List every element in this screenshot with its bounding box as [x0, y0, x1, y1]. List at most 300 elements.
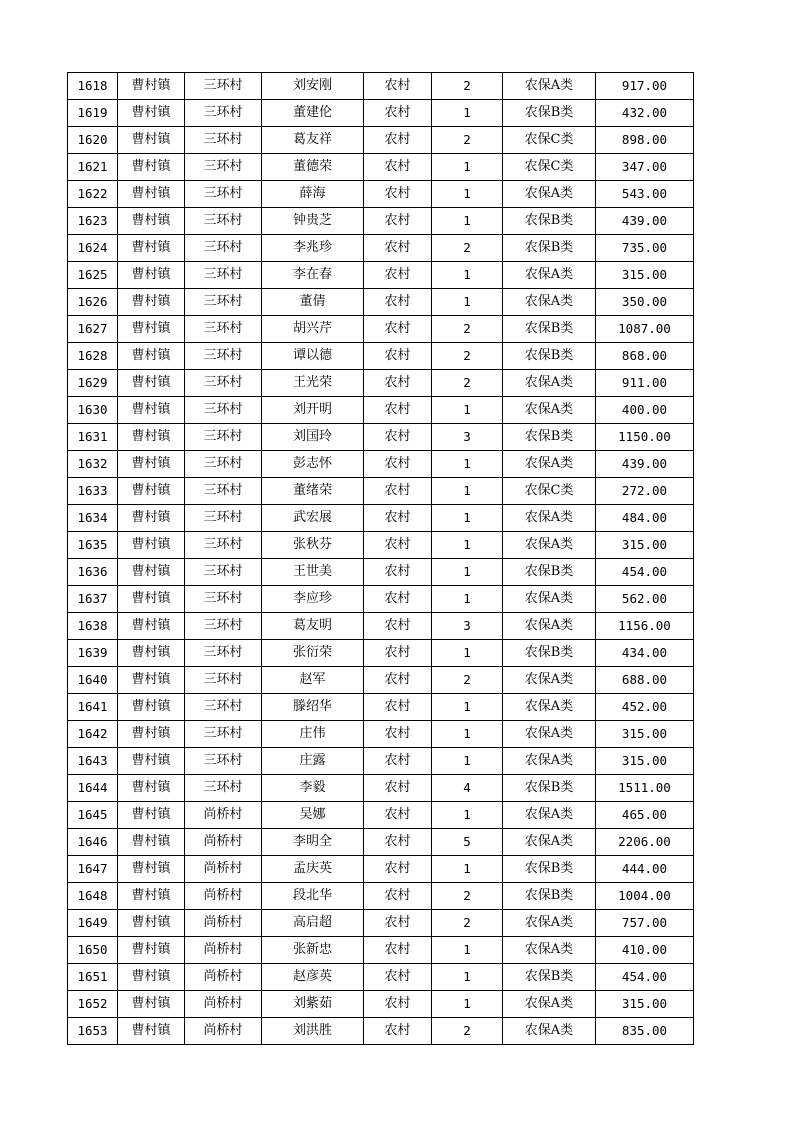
amount-cell: 1004.00	[596, 883, 694, 910]
town-cell: 曹村镇	[118, 532, 185, 559]
row-number-cell: 1618	[68, 73, 118, 100]
amount-cell: 917.00	[596, 73, 694, 100]
row-number-cell: 1626	[68, 289, 118, 316]
member-count-cell: 1	[432, 478, 503, 505]
insurance-category-cell: 农保A类	[503, 181, 596, 208]
household-type-cell: 农村	[364, 991, 432, 1018]
household-type-cell: 农村	[364, 856, 432, 883]
amount-cell: 835.00	[596, 1018, 694, 1045]
row-number-cell: 1632	[68, 451, 118, 478]
name-cell: 刘国玲	[262, 424, 364, 451]
village-cell: 三环村	[185, 343, 262, 370]
town-cell: 曹村镇	[118, 154, 185, 181]
household-type-cell: 农村	[364, 829, 432, 856]
amount-cell: 350.00	[596, 289, 694, 316]
member-count-cell: 1	[432, 289, 503, 316]
name-cell: 彭志怀	[262, 451, 364, 478]
table-row	[68, 478, 694, 505]
member-count-cell: 2	[432, 316, 503, 343]
insurance-category-cell: 农保A类	[503, 586, 596, 613]
insurance-category-cell: 农保B类	[503, 964, 596, 991]
amount-cell: 868.00	[596, 343, 694, 370]
insurance-category-cell: 农保A类	[503, 262, 596, 289]
beneficiary-table	[67, 72, 694, 1045]
household-type-cell: 农村	[364, 100, 432, 127]
row-number-cell: 1619	[68, 100, 118, 127]
name-cell: 吴娜	[262, 802, 364, 829]
table-body	[68, 73, 694, 1045]
table-row	[68, 505, 694, 532]
name-cell: 张秋芬	[262, 532, 364, 559]
table-row	[68, 127, 694, 154]
row-number-cell: 1623	[68, 208, 118, 235]
village-cell: 三环村	[185, 370, 262, 397]
row-number-cell: 1650	[68, 937, 118, 964]
insurance-category-cell: 农保A类	[503, 910, 596, 937]
amount-cell: 2206.00	[596, 829, 694, 856]
name-cell: 董建伦	[262, 100, 364, 127]
row-number-cell: 1624	[68, 235, 118, 262]
name-cell: 高启超	[262, 910, 364, 937]
name-cell: 孟庆英	[262, 856, 364, 883]
row-number-cell: 1631	[68, 424, 118, 451]
village-cell: 三环村	[185, 532, 262, 559]
member-count-cell: 2	[432, 1018, 503, 1045]
town-cell: 曹村镇	[118, 262, 185, 289]
table-row	[68, 559, 694, 586]
amount-cell: 911.00	[596, 370, 694, 397]
village-cell: 三环村	[185, 100, 262, 127]
name-cell: 刘紫茹	[262, 991, 364, 1018]
amount-cell: 410.00	[596, 937, 694, 964]
amount-cell: 1150.00	[596, 424, 694, 451]
name-cell: 李应珍	[262, 586, 364, 613]
amount-cell: 898.00	[596, 127, 694, 154]
insurance-category-cell: 农保A类	[503, 370, 596, 397]
village-cell: 尚桥村	[185, 937, 262, 964]
row-number-cell: 1639	[68, 640, 118, 667]
amount-cell: 1087.00	[596, 316, 694, 343]
member-count-cell: 1	[432, 451, 503, 478]
insurance-category-cell: 农保A类	[503, 667, 596, 694]
amount-cell: 400.00	[596, 397, 694, 424]
member-count-cell: 3	[432, 424, 503, 451]
village-cell: 尚桥村	[185, 1018, 262, 1045]
table-row	[68, 937, 694, 964]
insurance-category-cell: 农保B类	[503, 640, 596, 667]
row-number-cell: 1621	[68, 154, 118, 181]
amount-cell: 562.00	[596, 586, 694, 613]
insurance-category-cell: 农保A类	[503, 694, 596, 721]
household-type-cell: 农村	[364, 73, 432, 100]
village-cell: 三环村	[185, 640, 262, 667]
member-count-cell: 1	[432, 397, 503, 424]
insurance-category-cell: 农保A类	[503, 397, 596, 424]
town-cell: 曹村镇	[118, 127, 185, 154]
member-count-cell: 1	[432, 100, 503, 127]
insurance-category-cell: 农保A类	[503, 451, 596, 478]
village-cell: 三环村	[185, 748, 262, 775]
town-cell: 曹村镇	[118, 613, 185, 640]
village-cell: 尚桥村	[185, 856, 262, 883]
village-cell: 三环村	[185, 478, 262, 505]
amount-cell: 543.00	[596, 181, 694, 208]
insurance-category-cell: 农保A类	[503, 1018, 596, 1045]
member-count-cell: 2	[432, 370, 503, 397]
member-count-cell: 2	[432, 127, 503, 154]
amount-cell: 315.00	[596, 748, 694, 775]
table-row	[68, 100, 694, 127]
member-count-cell: 1	[432, 802, 503, 829]
table-row	[68, 370, 694, 397]
amount-cell: 735.00	[596, 235, 694, 262]
village-cell: 尚桥村	[185, 964, 262, 991]
table-row	[68, 775, 694, 802]
town-cell: 曹村镇	[118, 775, 185, 802]
household-type-cell: 农村	[364, 532, 432, 559]
row-number-cell: 1652	[68, 991, 118, 1018]
village-cell: 三环村	[185, 613, 262, 640]
household-type-cell: 农村	[364, 127, 432, 154]
amount-cell: 444.00	[596, 856, 694, 883]
member-count-cell: 1	[432, 937, 503, 964]
table-row	[68, 397, 694, 424]
table-row	[68, 1018, 694, 1045]
row-number-cell: 1646	[68, 829, 118, 856]
member-count-cell: 5	[432, 829, 503, 856]
household-type-cell: 农村	[364, 667, 432, 694]
amount-cell: 454.00	[596, 559, 694, 586]
name-cell: 庄伟	[262, 721, 364, 748]
name-cell: 董德荣	[262, 154, 364, 181]
row-number-cell: 1643	[68, 748, 118, 775]
town-cell: 曹村镇	[118, 937, 185, 964]
table-row	[68, 667, 694, 694]
name-cell: 刘安刚	[262, 73, 364, 100]
amount-cell: 439.00	[596, 451, 694, 478]
town-cell: 曹村镇	[118, 289, 185, 316]
town-cell: 曹村镇	[118, 667, 185, 694]
town-cell: 曹村镇	[118, 883, 185, 910]
village-cell: 三环村	[185, 262, 262, 289]
household-type-cell: 农村	[364, 478, 432, 505]
insurance-category-cell: 农保A类	[503, 721, 596, 748]
household-type-cell: 农村	[364, 883, 432, 910]
town-cell: 曹村镇	[118, 451, 185, 478]
household-type-cell: 农村	[364, 316, 432, 343]
village-cell: 三环村	[185, 775, 262, 802]
row-number-cell: 1633	[68, 478, 118, 505]
row-number-cell: 1642	[68, 721, 118, 748]
name-cell: 滕绍华	[262, 694, 364, 721]
household-type-cell: 农村	[364, 613, 432, 640]
household-type-cell: 农村	[364, 451, 432, 478]
amount-cell: 757.00	[596, 910, 694, 937]
insurance-category-cell: 农保A类	[503, 73, 596, 100]
town-cell: 曹村镇	[118, 235, 185, 262]
row-number-cell: 1638	[68, 613, 118, 640]
village-cell: 尚桥村	[185, 883, 262, 910]
town-cell: 曹村镇	[118, 100, 185, 127]
amount-cell: 465.00	[596, 802, 694, 829]
row-number-cell: 1640	[68, 667, 118, 694]
town-cell: 曹村镇	[118, 1018, 185, 1045]
household-type-cell: 农村	[364, 289, 432, 316]
insurance-category-cell: 农保A类	[503, 829, 596, 856]
insurance-category-cell: 农保C类	[503, 154, 596, 181]
amount-cell: 1511.00	[596, 775, 694, 802]
row-number-cell: 1625	[68, 262, 118, 289]
member-count-cell: 2	[432, 235, 503, 262]
village-cell: 三环村	[185, 451, 262, 478]
insurance-category-cell: 农保A类	[503, 532, 596, 559]
row-number-cell: 1647	[68, 856, 118, 883]
insurance-category-cell: 农保B类	[503, 559, 596, 586]
member-count-cell: 4	[432, 775, 503, 802]
town-cell: 曹村镇	[118, 505, 185, 532]
village-cell: 三环村	[185, 208, 262, 235]
member-count-cell: 1	[432, 208, 503, 235]
member-count-cell: 1	[432, 748, 503, 775]
name-cell: 谭以德	[262, 343, 364, 370]
member-count-cell: 1	[432, 586, 503, 613]
insurance-category-cell: 农保B类	[503, 856, 596, 883]
town-cell: 曹村镇	[118, 829, 185, 856]
table-row	[68, 829, 694, 856]
row-number-cell: 1641	[68, 694, 118, 721]
amount-cell: 432.00	[596, 100, 694, 127]
amount-cell: 315.00	[596, 532, 694, 559]
insurance-category-cell: 农保A类	[503, 613, 596, 640]
household-type-cell: 农村	[364, 775, 432, 802]
member-count-cell: 1	[432, 721, 503, 748]
name-cell: 钟贵芝	[262, 208, 364, 235]
insurance-category-cell: 农保B类	[503, 775, 596, 802]
row-number-cell: 1629	[68, 370, 118, 397]
name-cell: 董倩	[262, 289, 364, 316]
name-cell: 刘开明	[262, 397, 364, 424]
household-type-cell: 农村	[364, 694, 432, 721]
amount-cell: 272.00	[596, 478, 694, 505]
household-type-cell: 农村	[364, 559, 432, 586]
member-count-cell: 2	[432, 883, 503, 910]
member-count-cell: 1	[432, 964, 503, 991]
member-count-cell: 1	[432, 559, 503, 586]
name-cell: 赵彦英	[262, 964, 364, 991]
village-cell: 三环村	[185, 154, 262, 181]
amount-cell: 434.00	[596, 640, 694, 667]
member-count-cell: 2	[432, 667, 503, 694]
town-cell: 曹村镇	[118, 721, 185, 748]
village-cell: 三环村	[185, 289, 262, 316]
household-type-cell: 农村	[364, 964, 432, 991]
row-number-cell: 1637	[68, 586, 118, 613]
table-row	[68, 235, 694, 262]
table-row	[68, 262, 694, 289]
village-cell: 三环村	[185, 559, 262, 586]
table-row	[68, 991, 694, 1018]
household-type-cell: 农村	[364, 181, 432, 208]
name-cell: 李明全	[262, 829, 364, 856]
table-row	[68, 154, 694, 181]
member-count-cell: 2	[432, 343, 503, 370]
town-cell: 曹村镇	[118, 964, 185, 991]
table-row	[68, 451, 694, 478]
name-cell: 武宏展	[262, 505, 364, 532]
town-cell: 曹村镇	[118, 694, 185, 721]
village-cell: 三环村	[185, 73, 262, 100]
name-cell: 赵军	[262, 667, 364, 694]
name-cell: 张衍荣	[262, 640, 364, 667]
village-cell: 三环村	[185, 397, 262, 424]
household-type-cell: 农村	[364, 343, 432, 370]
name-cell: 刘洪胜	[262, 1018, 364, 1045]
table-row	[68, 694, 694, 721]
row-number-cell: 1645	[68, 802, 118, 829]
name-cell: 李在春	[262, 262, 364, 289]
insurance-category-cell: 农保B类	[503, 424, 596, 451]
village-cell: 三环村	[185, 721, 262, 748]
town-cell: 曹村镇	[118, 316, 185, 343]
village-cell: 三环村	[185, 127, 262, 154]
member-count-cell: 1	[432, 694, 503, 721]
amount-cell: 347.00	[596, 154, 694, 181]
name-cell: 董绪荣	[262, 478, 364, 505]
row-number-cell: 1627	[68, 316, 118, 343]
town-cell: 曹村镇	[118, 424, 185, 451]
insurance-category-cell: 农保B类	[503, 883, 596, 910]
town-cell: 曹村镇	[118, 640, 185, 667]
table-row	[68, 532, 694, 559]
row-number-cell: 1634	[68, 505, 118, 532]
name-cell: 张新忠	[262, 937, 364, 964]
insurance-category-cell: 农保C类	[503, 478, 596, 505]
member-count-cell: 1	[432, 532, 503, 559]
row-number-cell: 1644	[68, 775, 118, 802]
household-type-cell: 农村	[364, 721, 432, 748]
name-cell: 王世美	[262, 559, 364, 586]
table-row	[68, 343, 694, 370]
household-type-cell: 农村	[364, 910, 432, 937]
table-row	[68, 910, 694, 937]
town-cell: 曹村镇	[118, 73, 185, 100]
town-cell: 曹村镇	[118, 586, 185, 613]
amount-cell: 315.00	[596, 721, 694, 748]
member-count-cell: 1	[432, 181, 503, 208]
town-cell: 曹村镇	[118, 856, 185, 883]
member-count-cell: 3	[432, 613, 503, 640]
name-cell: 李毅	[262, 775, 364, 802]
amount-cell: 315.00	[596, 262, 694, 289]
member-count-cell: 1	[432, 262, 503, 289]
household-type-cell: 农村	[364, 505, 432, 532]
row-number-cell: 1648	[68, 883, 118, 910]
row-number-cell: 1653	[68, 1018, 118, 1045]
row-number-cell: 1649	[68, 910, 118, 937]
member-count-cell: 1	[432, 640, 503, 667]
insurance-category-cell: 农保B类	[503, 316, 596, 343]
table-row	[68, 964, 694, 991]
village-cell: 三环村	[185, 316, 262, 343]
household-type-cell: 农村	[364, 1018, 432, 1045]
insurance-category-cell: 农保A类	[503, 505, 596, 532]
table-row	[68, 802, 694, 829]
amount-cell: 452.00	[596, 694, 694, 721]
amount-cell: 439.00	[596, 208, 694, 235]
insurance-category-cell: 农保B类	[503, 100, 596, 127]
village-cell: 三环村	[185, 667, 262, 694]
member-count-cell: 2	[432, 73, 503, 100]
table-row	[68, 73, 694, 100]
row-number-cell: 1628	[68, 343, 118, 370]
village-cell: 尚桥村	[185, 802, 262, 829]
insurance-category-cell: 农保A类	[503, 802, 596, 829]
household-type-cell: 农村	[364, 235, 432, 262]
village-cell: 三环村	[185, 586, 262, 613]
table-row	[68, 181, 694, 208]
village-cell: 三环村	[185, 505, 262, 532]
row-number-cell: 1620	[68, 127, 118, 154]
member-count-cell: 1	[432, 856, 503, 883]
town-cell: 曹村镇	[118, 559, 185, 586]
name-cell: 王光荣	[262, 370, 364, 397]
town-cell: 曹村镇	[118, 991, 185, 1018]
town-cell: 曹村镇	[118, 370, 185, 397]
name-cell: 葛友祥	[262, 127, 364, 154]
row-number-cell: 1622	[68, 181, 118, 208]
table-row	[68, 883, 694, 910]
name-cell: 李兆珍	[262, 235, 364, 262]
town-cell: 曹村镇	[118, 343, 185, 370]
household-type-cell: 农村	[364, 640, 432, 667]
table-row	[68, 424, 694, 451]
table-row	[68, 208, 694, 235]
town-cell: 曹村镇	[118, 478, 185, 505]
insurance-category-cell: 农保A类	[503, 937, 596, 964]
table-row	[68, 316, 694, 343]
household-type-cell: 农村	[364, 208, 432, 235]
name-cell: 段北华	[262, 883, 364, 910]
member-count-cell: 1	[432, 991, 503, 1018]
name-cell: 葛友明	[262, 613, 364, 640]
amount-cell: 688.00	[596, 667, 694, 694]
table-row	[68, 721, 694, 748]
amount-cell: 454.00	[596, 964, 694, 991]
table-row	[68, 748, 694, 775]
village-cell: 三环村	[185, 181, 262, 208]
town-cell: 曹村镇	[118, 181, 185, 208]
village-cell: 尚桥村	[185, 829, 262, 856]
household-type-cell: 农村	[364, 424, 432, 451]
table-row	[68, 856, 694, 883]
amount-cell: 1156.00	[596, 613, 694, 640]
village-cell: 三环村	[185, 694, 262, 721]
insurance-category-cell: 农保C类	[503, 127, 596, 154]
insurance-category-cell: 农保A类	[503, 289, 596, 316]
member-count-cell: 1	[432, 154, 503, 181]
household-type-cell: 农村	[364, 937, 432, 964]
row-number-cell: 1651	[68, 964, 118, 991]
household-type-cell: 农村	[364, 586, 432, 613]
household-type-cell: 农村	[364, 370, 432, 397]
amount-cell: 315.00	[596, 991, 694, 1018]
insurance-category-cell: 农保B类	[503, 235, 596, 262]
name-cell: 庄露	[262, 748, 364, 775]
household-type-cell: 农村	[364, 748, 432, 775]
insurance-category-cell: 农保A类	[503, 991, 596, 1018]
insurance-category-cell: 农保B类	[503, 208, 596, 235]
household-type-cell: 农村	[364, 802, 432, 829]
